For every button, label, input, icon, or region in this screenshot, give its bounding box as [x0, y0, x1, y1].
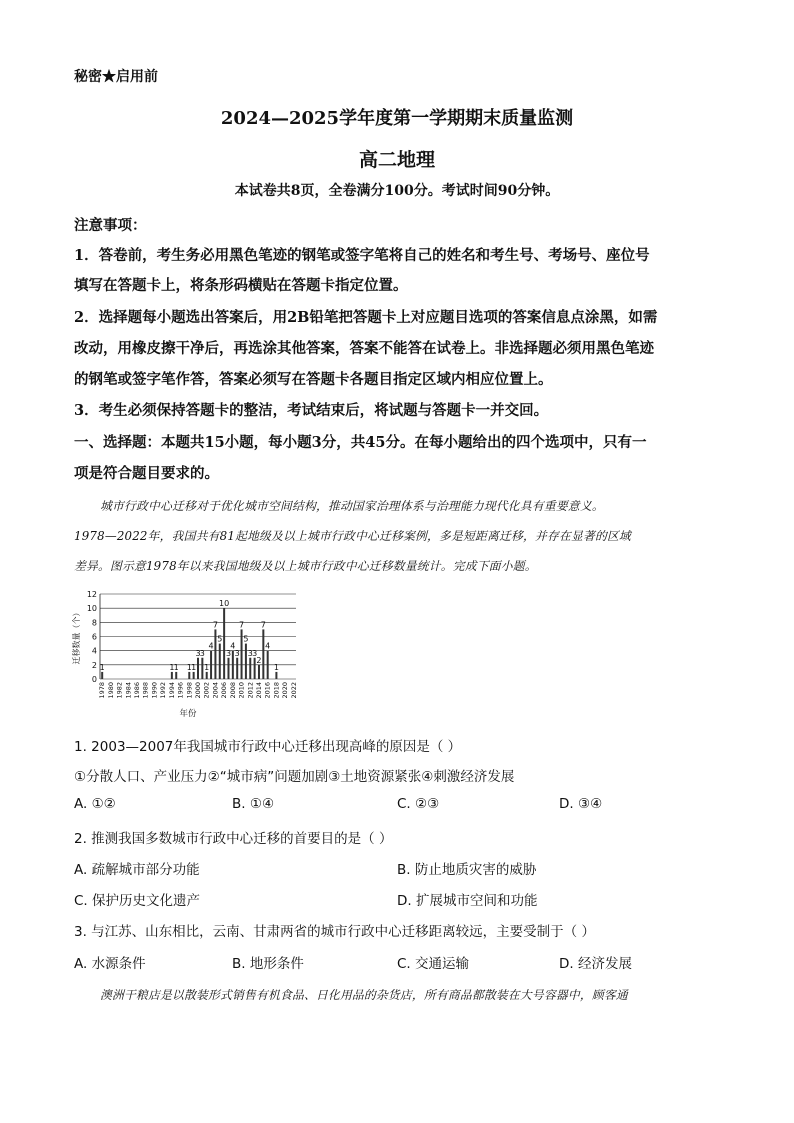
exam-title: 2024—2025学年度第一学期期末质量监测: [220, 108, 574, 129]
x-tick-label: 1996: [176, 682, 185, 699]
q2-option-c[interactable]: C. 保护历史文化遗产: [74, 893, 201, 909]
y-tick-label: 6: [91, 632, 97, 642]
y-axis-label: 迁移数量（个）: [72, 608, 81, 665]
q1-option-b[interactable]: B. ①④: [232, 796, 275, 812]
y-tick-label: 0: [91, 675, 97, 684]
x-tick-label: 1988: [141, 682, 150, 699]
x-tick-label: 1980: [106, 682, 115, 699]
bar: [101, 672, 103, 679]
note-line: 的钢笔或签字笔作答，答案必须写在答题卡各题目指定区域内相应位置上。: [74, 371, 553, 388]
x-tick-label: 1998: [185, 682, 194, 699]
x-tick-label: 2016: [263, 682, 272, 699]
q2-option-b[interactable]: B. 防止地质灾害的威胁: [397, 862, 537, 878]
bar-data-label: 7: [239, 620, 245, 630]
bar: [236, 658, 238, 679]
bar-data-label: 1: [99, 662, 105, 672]
note-line: 2．选择题每小题选出答案后，用2B铅笔把答题卡上对应题目选项的答案信息点涂黑，如需: [74, 309, 658, 326]
bar-data-label: 3: [195, 648, 201, 658]
intro-2-line: 澳洲干粮店是以散装形式销售有机食品、日化用品的杂货店，所有商品都散装在大号容器中，顾客通: [100, 988, 628, 1002]
bar-data-label: 3: [234, 648, 240, 658]
bar: [249, 658, 251, 679]
intro-line: 差异。图示意1978年以来我国地级及以上城市行政中心迁移数量统计。完成下面小题。: [74, 559, 537, 573]
bar-data-label: 3: [225, 648, 232, 658]
bar: [232, 651, 234, 679]
migration-bar-chart: [70, 588, 310, 720]
bar-data-label: 4: [208, 641, 214, 651]
bar-data-label: 7: [212, 620, 218, 630]
question-1-statements: ①分散人口、产业压力②“城市病”问题加剧③土地资源紧张④刺激经济发展: [74, 769, 515, 785]
bar: [188, 672, 190, 679]
bar: [275, 672, 277, 679]
note-line: 改动，用橡皮擦干净后，再选涂其他答案，答案不能答在试卷上。非选择题必须用黑色笔迹: [74, 340, 654, 357]
x-tick-label: 2010: [237, 682, 246, 699]
bar-data-label: 3: [199, 648, 205, 658]
exam-info: 本试卷共8页，全卷满分100分。考试时间90分钟。: [234, 183, 560, 199]
bar-data-label: 2: [256, 655, 262, 665]
x-tick-label: 1992: [159, 682, 168, 699]
bar-data-label: 3: [252, 648, 258, 658]
bar: [245, 644, 247, 679]
bar-data-label: 7: [260, 620, 266, 630]
q1-option-d[interactable]: D. ③④: [559, 796, 603, 812]
bar-data-label: 1: [273, 662, 279, 672]
y-tick-label: 12: [86, 590, 97, 599]
intro-line: 1978—2022年，我国共有81起地级及以上城市行政中心迁移案例，多是短距离迁移，并存在显著的区域: [74, 529, 631, 543]
x-tick-label: 1982: [115, 682, 124, 699]
bar: [175, 672, 177, 679]
bar: [197, 658, 199, 679]
bar-data-label: 1: [191, 662, 197, 672]
q1-option-c[interactable]: C. ②③: [397, 796, 440, 812]
bar: [206, 672, 208, 679]
bar: [193, 672, 195, 679]
question-2-stem: 2. 推测我国多数城市行政中心迁移的首要目的是（ ）: [74, 831, 393, 847]
x-tick-label: 1984: [124, 682, 133, 699]
secret-mark: 秘密★启用前: [74, 69, 158, 85]
note-line: 填写在答题卡上，将条形码横贴在答题卡指定位置。: [74, 277, 408, 294]
x-tick-label: 1994: [167, 682, 176, 699]
bar: [201, 658, 203, 679]
x-tick-label: 2018: [272, 682, 281, 699]
bar-data-label: 5: [243, 634, 249, 644]
note-line: 1．答卷前，考生务必用黑色笔迹的钢笔或签字笔将自己的姓名和考生号、考场号、座位号: [74, 247, 650, 264]
intro-line: 城市行政中心迁移对于优化城市空间结构，推动国家治理体系与治理能力现代化具有重要意义。: [100, 499, 604, 513]
x-tick-label: 1986: [133, 682, 142, 699]
bar-data-label: 10: [219, 599, 230, 609]
q2-option-d[interactable]: D. 扩展城市空间和功能: [397, 893, 538, 909]
question-3-stem: 3. 与江苏、山东相比，云南、甘肃两省的城市行政中心迁移距离较远，主要受制于（ ）: [74, 924, 595, 940]
x-tick-label: 2012: [246, 682, 255, 699]
bar-data-label: 4: [265, 641, 271, 651]
q2-option-a[interactable]: A. 疏解城市部分功能: [74, 862, 200, 878]
bar: [210, 651, 212, 679]
x-tick-label: 2002: [202, 682, 211, 699]
bar-data-label: 1: [186, 662, 192, 672]
y-tick-label: 2: [91, 660, 97, 670]
bar: [219, 644, 221, 679]
y-tick-label: 8: [91, 618, 97, 628]
x-tick-label: 2020: [281, 682, 290, 699]
bar-data-label: 5: [217, 634, 223, 644]
bar-data-label: 1: [173, 662, 179, 672]
section-heading-cont: 项是符合题目要求的。: [74, 465, 219, 482]
x-tick-label: 2014: [254, 682, 263, 699]
subject-title: 高二地理: [358, 149, 435, 171]
bar: [258, 665, 260, 679]
y-tick-label: 10: [86, 604, 97, 614]
question-1-stem: 1. 2003—2007年我国城市行政中心迁移出现高峰的原因是（ ）: [74, 739, 462, 755]
q1-option-a[interactable]: A. ①②: [74, 796, 116, 812]
x-tick-label: 2006: [220, 682, 229, 699]
y-tick-label: 4: [91, 646, 97, 656]
q3-option-d[interactable]: D. 经济发展: [559, 956, 632, 972]
q3-option-b[interactable]: B. 地形条件: [232, 956, 304, 972]
x-tick-label: 1990: [150, 682, 159, 699]
bar-data-label: 4: [230, 641, 236, 651]
x-tick-label: 2000: [194, 682, 202, 699]
x-axis-label: 年份: [179, 709, 197, 719]
notes-heading: 注意事项：: [74, 217, 147, 234]
x-tick-label: 2004: [211, 682, 220, 699]
bar-data-label: 1: [169, 662, 175, 672]
bar: [254, 658, 256, 679]
note-line: 3．考生必须保持答题卡的整洁，考试结束后，将试题与答题卡一并交回。: [74, 402, 549, 419]
bar: [171, 672, 173, 679]
bar: [214, 629, 216, 679]
bar: [267, 651, 269, 679]
bar: [223, 608, 225, 679]
bar: [227, 658, 229, 679]
bar: [262, 629, 264, 679]
q3-option-c[interactable]: C. 交通运输: [397, 956, 470, 972]
q3-option-a[interactable]: A. 水源条件: [74, 956, 146, 972]
x-tick-label: 1978: [98, 682, 107, 699]
x-tick-label: 2022: [289, 682, 298, 699]
bar-data-label: 1: [204, 662, 210, 672]
x-tick-label: 2008: [228, 682, 237, 699]
bar-data-label: 3: [247, 648, 253, 658]
bar: [241, 629, 243, 679]
section-heading: 一、选择题：本题共15小题，每小题3分，共45分。在每小题给出的四个选项中，只有一: [74, 434, 647, 451]
